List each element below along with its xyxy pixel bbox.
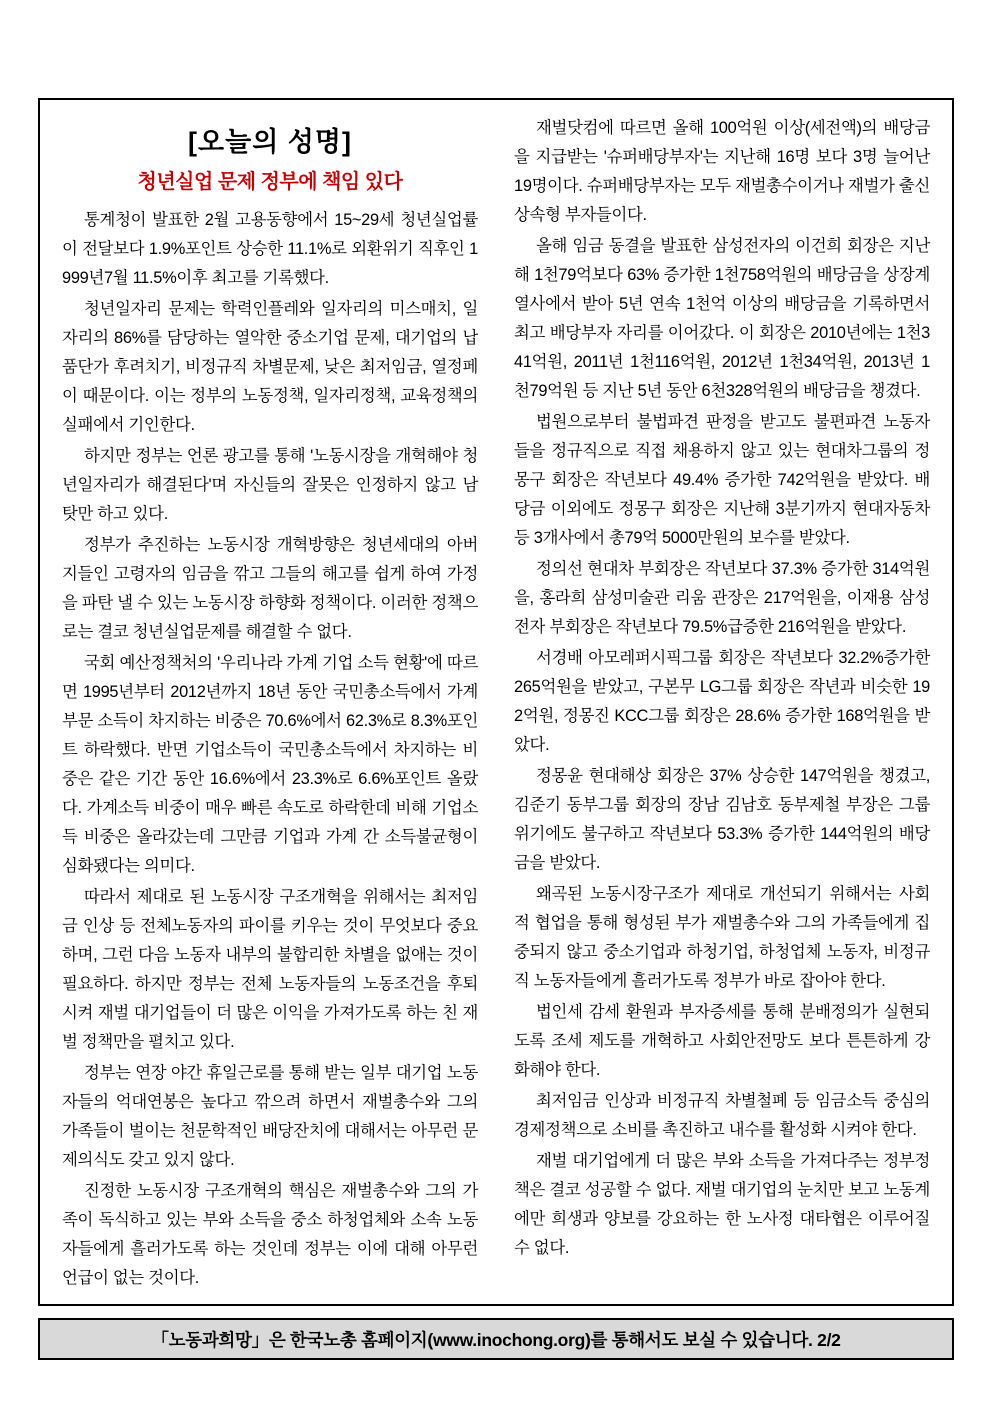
paragraph: 통계청이 발표한 2월 고용동향에서 15~29세 청년실업률이 전달보다 1.9%포인트 상승한 11.1%로 외환위기 직후인 1999년7월 11.5%이후 최고를 기록했다. — [62, 211, 478, 287]
paragraph: 국회 예산정책처의 '우리나라 가계 기업 소득 현황'에 따르면 1995년부터 2012년까지 18년 동안 국민총소득에서 가계부문 소득이 차지하는 비중은 70.6%에서 62.3%로 8.3%포인트 하락했다. 반면 기업소득이 국민총소득에서 차지하는 비중은 같은 기간 동안 16.6%에서 23.3%로 6.6%포인트 올랐다. 가계소득 비중이 매우 빠른 속도로 하락한데 비해 기업소득 비중은 올라갔는데 그만큼 기업과 가계 간 소득불균형이 심화됐다는 의미다. — [62, 654, 478, 875]
paragraph: 법인세 감세 환원과 부자증세를 통해 분배정의가 실현되도록 조세 제도를 개혁하고 사회안전망도 보다 튼튼하게 강화해야 한다. — [514, 1003, 930, 1079]
paragraph: 정부가 추진하는 노동시장 개혁방향은 청년세대의 아버지들인 고령자의 임금을 깎고 그들의 해고를 쉽게 하여 가정을 파탄 낼 수 있는 노동시장 하향화 정책이다. 이러한 정책으로는 결코 청년실업문제를 해결할 수 없다. — [62, 536, 478, 641]
paragraph: 청년일자리 문제는 학력인플레와 일자리의 미스매치, 일자리의 86%를 담당하는 열악한 중소기업 문제, 대기업의 납품단가 후려치기, 비정규직 차별문제, 낮은 최저임금, 열정페이 때문이다. 이는 정부의 노동정책, 일자리정책, 교육정책의 실패에서 기인한다. — [62, 300, 478, 434]
paragraph: 법원으로부터 불법파견 판정을 받고도 불편파견 노동자들을 정규직으로 직접 채용하지 않고 있는 현대차그룹의 정몽구 회장은 작년보다 49.4% 증가한 742억원을 받았다. 배당금 이외에도 정몽구 회장은 지난해 3분기까지 현대자동차 등 3개사에서 총79억 5000만원의 보수를 받았다. — [514, 413, 930, 547]
paragraph: 하지만 정부는 언론 광고를 통해 '노동시장을 개혁해야 청년일자리가 해결된다'며 자신들의 잘못은 인정하지 않고 남 탓만 하고 있다. — [62, 447, 478, 523]
footer-bar — [38, 1318, 954, 1360]
paragraph: 재벌 대기업에게 더 많은 부와 소득을 가져다주는 정부정책은 결코 성공할 수 없다. 재벌 대기업의 눈치만 보고 노동계에만 희생과 양보를 강요하는 한 노사정 대타협은 이루어질 수 없다. — [514, 1152, 930, 1257]
right-column — [496, 114, 930, 1298]
document-body-frame — [38, 98, 954, 1306]
page-title: [오늘의 성명] — [188, 127, 352, 157]
page-subtitle: 청년실업 문제 정부에 책임 있다 — [137, 171, 403, 193]
paragraph: 따라서 제대로 된 노동시장 구조개혁을 위해서는 최저임금 인상 등 전체노동자의 파이를 키우는 것이 무엇보다 중요하며, 그런 다음 노동자 내부의 불합리한 차별을 없애는 것이 필요하다. 하지만 정부는 전체 노동자들의 노동조건을 후퇴시켜 재벌 대기업들이 더 많은 이익을 가져가도록 하는 친 재벌 정책만을 펼치고 있다. — [62, 888, 478, 1051]
paragraph: 정부는 연장 야간 휴일근로를 통해 받는 일부 대기업 노동자들의 억대연봉은 높다고 깎으려 하면서 재벌총수와 그의 가족들이 벌이는 천문학적인 배당잔치에 대해서는 아무런 문제의식도 갖고 있지 않다. — [62, 1064, 478, 1169]
paragraph: 올해 임금 동결을 발표한 삼성전자의 이건희 회장은 지난해 1천79억보다 63% 증가한 1천758억원의 배당금을 상장계열사에서 받아 5년 연속 1천억 이상의 배당금을 기록하면서 최고 배당부자 자리를 이어갔다. 이 회장은 2010년에는 1천341억원, 2011년 1천116억원, 2012년 1천34억원, 2013년 1천79억원 등 지난 5년 동안 6천328억원의 배당금을 챙겼다. — [514, 237, 930, 400]
paragraph: 최저임금 인상과 비정규직 차별철폐 등 임금소득 중심의 경제정책으로 소비를 촉진하고 내수를 활성화 시켜야 한다. — [514, 1092, 930, 1139]
paragraph: 서경배 아모레퍼시픽그룹 회장은 작년보다 32.2%증가한 265억원을 받았고, 구본무 LG그룹 회장은 작년과 비슷한 192억원, 정몽진 KCC그룹 회장은 28.6% 증가한 168억원을 받았다. — [514, 649, 930, 754]
two-column-layout — [40, 100, 952, 1304]
paragraph: 왜곡된 노동시장구조가 제대로 개선되기 위해서는 사회적 협업을 통해 형성된 부가 재벌총수와 그의 가족들에게 집중되지 않고 중소기업과 하청기업, 하청업체 노동자, 비정규직 노동자들에게 흘러가도록 정부가 바로 잡아야 한다. — [514, 885, 930, 990]
footer-text: 「노동과희망」은 한국노총 홈페이지(www.inochong.org)를 통해서도 보실 수 있습니다. 2/2 — [151, 1329, 841, 1350]
left-column — [62, 114, 496, 1298]
paragraph: 재벌닷컴에 따르면 올해 100억원 이상(세전액)의 배당금을 지급받는 '슈퍼배당부자'는 지난해 16명 보다 3명 늘어난 19명이다. 슈퍼배당부자는 모두 재벌총수이거나 재벌가 출신 상속형 부자들이다. — [514, 119, 930, 224]
paragraph: 진정한 노동시장 구조개혁의 핵심은 재벌총수와 그의 가족이 독식하고 있는 부와 소득을 중소 하청업체와 소속 노동자들에게 흘러가도록 하는 것인데 정부는 이에 대해 아무런 언급이 없는 것이다. — [62, 1182, 478, 1287]
paragraph: 정몽윤 현대해상 회장은 37% 상승한 147억원을 챙겼고, 김준기 동부그룹 회장의 장남 김남호 동부제철 부장은 그룹위기에도 불구하고 작년보다 53.3% 증가한 144억원의 배당금을 받았다. — [514, 767, 930, 872]
paragraph: 정의선 현대차 부회장은 작년보다 37.3% 증가한 314억원을, 홍라희 삼성미술관 리움 관장은 217억원을, 이재용 삼성전자 부회장은 작년보다 79.5%급증한 216억원을 받았다. — [514, 560, 930, 636]
